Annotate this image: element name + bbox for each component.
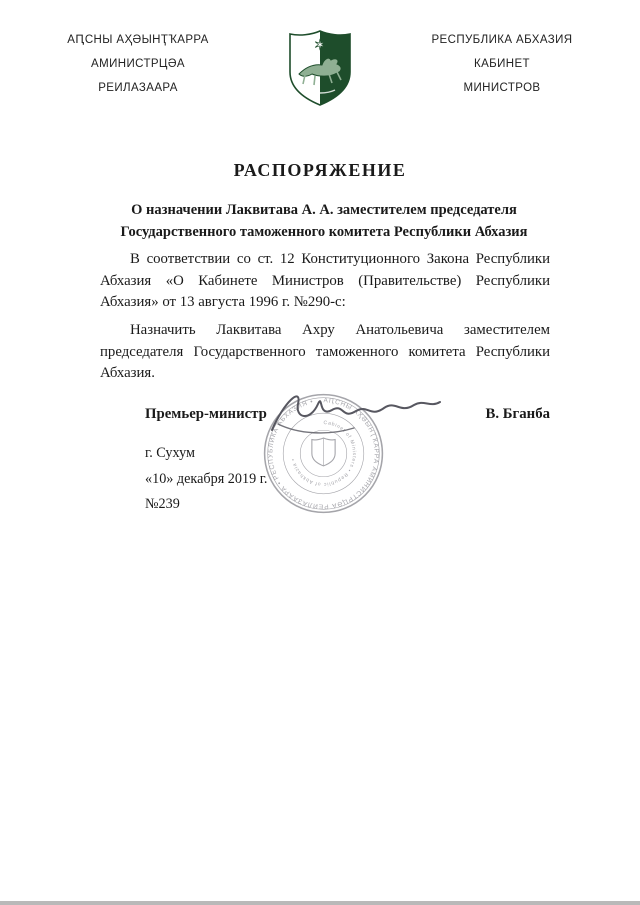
subject-line-1: О назначении Лаквитава А. А. заместителем председателя bbox=[131, 202, 517, 218]
document-subject bbox=[100, 199, 548, 243]
body-paragraph-1 bbox=[100, 249, 550, 327]
letterhead-right-line3: МИНИСТРОВ bbox=[463, 82, 541, 94]
subject-line-2: Государственного таможенного комитета Республики Абхазия bbox=[120, 224, 528, 240]
letterhead bbox=[0, 28, 640, 108]
footer-city: г. Сухум bbox=[145, 445, 195, 461]
paragraph-text: В соответствии со ст. 12 Конституционного Закона Республики Абхазия «О Кабинете Министров (Правительстве) Республики Абхазия» от 13 августа 1996 г. №290-с: bbox=[100, 251, 550, 310]
letterhead-left bbox=[38, 28, 238, 100]
signer-name: В. Бганба bbox=[485, 406, 550, 422]
document-title: РАСПОРЯЖЕНИЕ bbox=[233, 160, 407, 180]
svg-text:Cabinet of Ministers • Republi bbox=[290, 420, 357, 487]
signature-row bbox=[145, 406, 550, 423]
letterhead-left-line3: РЕИЛАЗААРА bbox=[98, 82, 178, 94]
letterhead-right-line2: КАБИНЕТ bbox=[474, 58, 530, 70]
footer-block bbox=[145, 441, 267, 518]
signer-role: Премьер-министр bbox=[145, 406, 267, 422]
letterhead-right-line1: РЕСПУБЛИКА АБХАЗИЯ bbox=[431, 34, 573, 46]
svg-text:✶: ✶ bbox=[313, 38, 327, 54]
body-paragraph-2 bbox=[100, 320, 550, 398]
letterhead-left-line2: АМИНИСТРЦӘА bbox=[91, 58, 185, 70]
footer-number: №239 bbox=[145, 496, 180, 512]
letterhead-right bbox=[402, 28, 602, 100]
paragraph-text: Назначить Лаквитава Ахру Анатольевича заместителем председателя Государственного таможенного комитета Республики Абхазия. bbox=[100, 322, 550, 381]
coat-of-arms-icon bbox=[281, 28, 359, 108]
official-seal bbox=[246, 376, 401, 531]
stamp-inner-text: Cabinet of Ministers • Republic of Abkhazia • bbox=[290, 419, 357, 487]
stamp-outer-text: АԤСНЫ АҲӘЫНҬҠАРРА АМИНИСТРЦӘА РЕИЛАЗААРА • РЕСПУБЛИКА АБХАЗИЯ • bbox=[267, 397, 380, 510]
footer-date: «10» декабря 2019 г. bbox=[145, 470, 268, 487]
letterhead-left-line1: АԤСНЫ АҲӘЫНҬҠАРРА bbox=[67, 34, 209, 46]
